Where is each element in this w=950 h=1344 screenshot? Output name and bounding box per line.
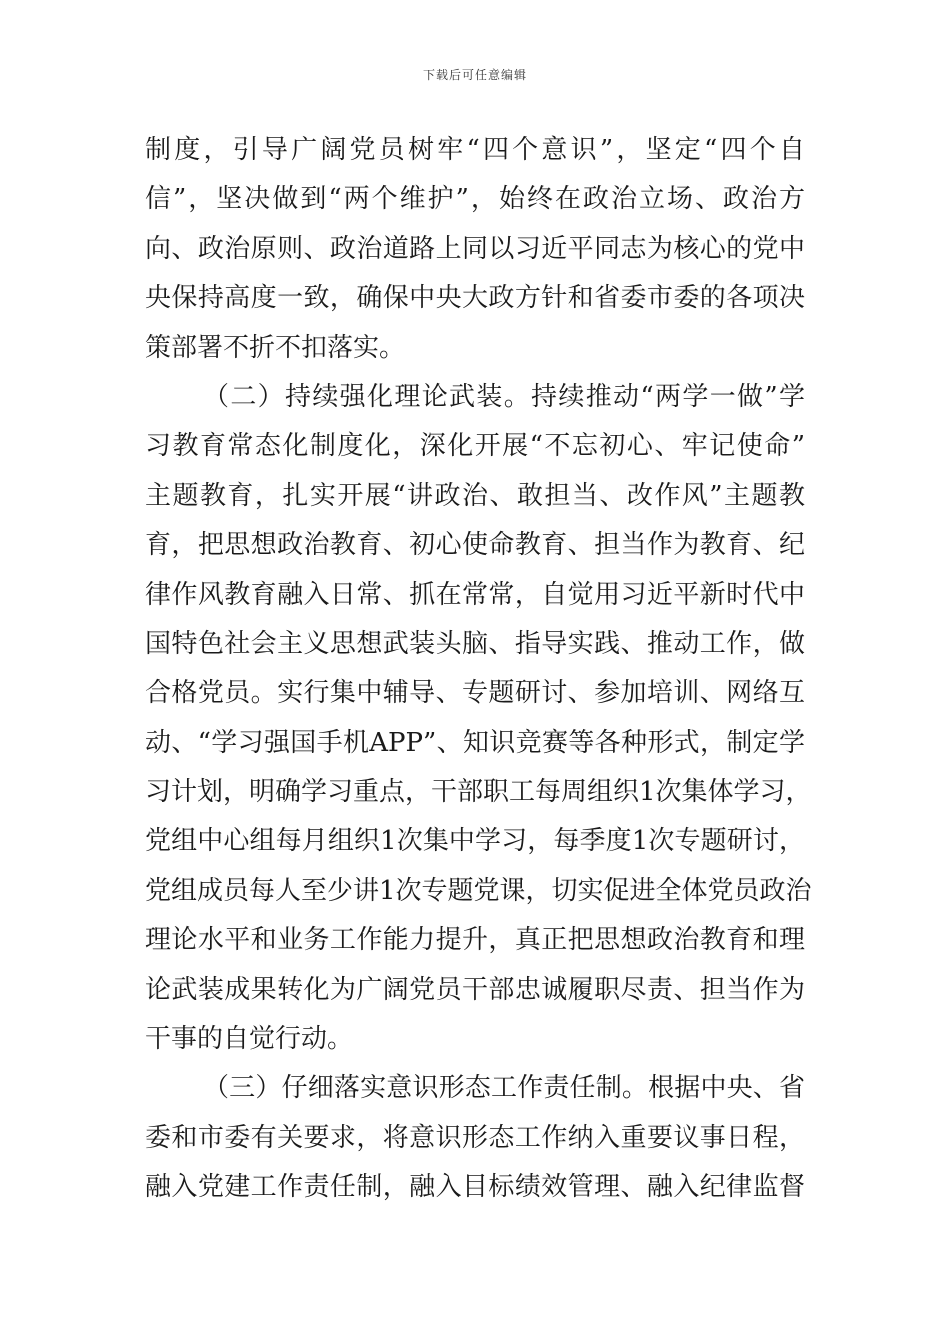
- paragraph-3: [145, 1064, 805, 1212]
- paragraph-1: [145, 126, 805, 373]
- text-line: 委和市委有关要求，将意识形态工作纳入重要议事日程，: [145, 1122, 805, 1153]
- text-line: 党组中心组每月组织1次集中学习，每季度1次专题研讨，: [145, 826, 805, 857]
- text-line: 论武装成果转化为广阔党员干部忠诚履职尽责、担当作为: [145, 974, 805, 1005]
- text-line: 主题教育，扎实开展“讲政治、敢担当、改作风”主题教: [145, 480, 805, 511]
- text-line: （二）持续强化理论武装。持续推动“两学一做”学: [203, 381, 805, 412]
- text-line: 合格党员。实行集中辅导、专题研讨、参加培训、网络互: [145, 678, 805, 709]
- text-line: 理论水平和业务工作能力提升，真正把思想政治教育和理: [145, 925, 805, 956]
- text-line: 央保持高度一致，确保中央大政方针和省委市委的各项决: [145, 283, 805, 314]
- text-line: 信”，坚决做到“两个维护”，始终在政治立场、政治方: [145, 184, 805, 215]
- text-line: 向、政治原则、政治道路上同以习近平同志为核心的党中: [145, 233, 805, 264]
- text-line: 国特色社会主义思想武装头脑、指导实践、推动工作，做: [145, 628, 805, 659]
- page-header-note: 下载后可任意编辑: [422, 68, 527, 82]
- text-line: 干事的自觉行动。: [145, 1024, 354, 1055]
- text-line: 律作风教育融入日常、抓在常常，自觉用习近平新时代中: [145, 579, 805, 610]
- document-body: [145, 126, 812, 1213]
- text-line: 育，把思想政治教育、初心使命教育、担当作为教育、纪: [145, 530, 805, 561]
- text-line: 习教育常态化制度化，深化开展“不忘初心、牢记使命”: [145, 431, 805, 462]
- text-line: 融入党建工作责任制，融入目标绩效管理、融入纪律监督: [145, 1172, 805, 1203]
- text-line: （三）仔细落实意识形态工作责任制。根据中央、省: [203, 1073, 805, 1104]
- text-line: 党组成员每人至少讲1次专题党课，切实促进全体党员政治: [145, 875, 812, 906]
- paragraph-2: [145, 373, 812, 1064]
- text-line: 制度，引导广阔党员树牢“四个意识”，坚定“四个自: [145, 135, 805, 165]
- text-line: 动、“学习强国手机APP”、知识竞赛等各种形式，制定学: [145, 727, 805, 758]
- text-line: 策部署不折不扣落实。: [145, 332, 406, 363]
- text-line: 习计划，明确学习重点，干部职工每周组织1次集体学习，: [145, 777, 812, 808]
